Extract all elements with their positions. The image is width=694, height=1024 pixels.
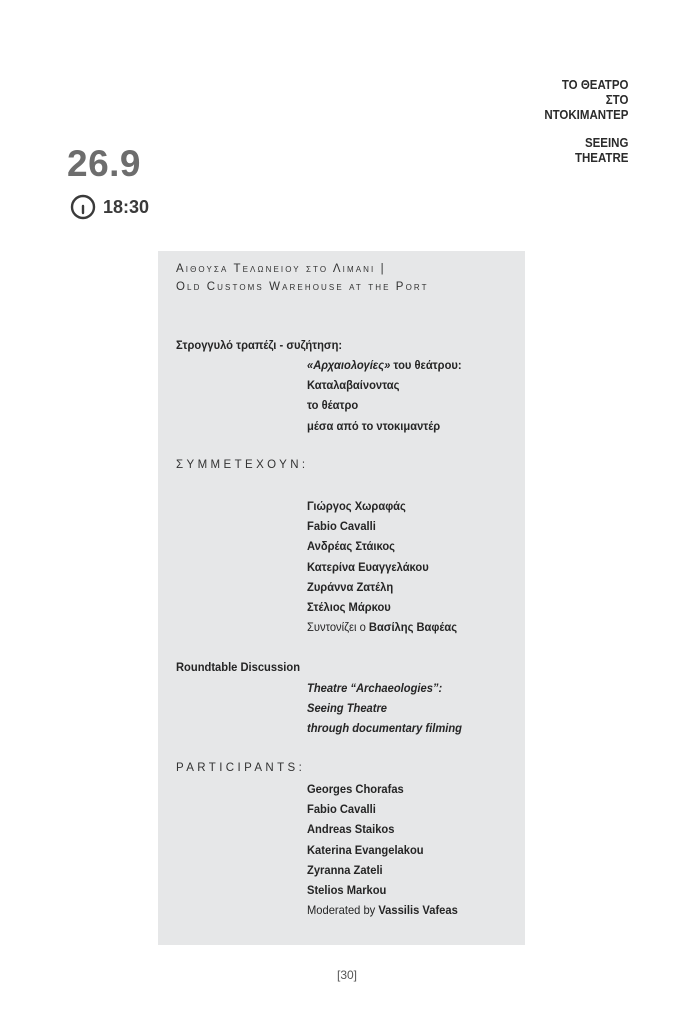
list-item: Zyranna Zateli [307, 862, 383, 877]
greek-title-line-1 [307, 355, 462, 375]
greek-lead-text: Στρογγυλό τραπέζι - συζήτηση: [176, 338, 343, 352]
series-title-english [544, 136, 628, 166]
list-item: Andreas Staikos [307, 822, 395, 837]
greek-subtitle-line-1: Καταλαβαίνοντας [307, 378, 400, 393]
greek-participants-label: ΣΥΜΜΕΤΕΧΟΥΝ: [176, 459, 309, 471]
english-title-line-2: Seeing Theatre [307, 701, 388, 716]
english-participants-label: PARTICIPANTS: [176, 762, 306, 774]
series-title-greek-line-1: ΤΟ ΘΕΑΤΡΟ [561, 78, 628, 92]
list-item: Ανδρέας Στάικος [307, 539, 395, 554]
event-details-panel [158, 251, 525, 945]
list-item: Georges Chorafas [307, 782, 404, 796]
venue-line-greek: Αιθουσα Τελωνειου στο Λιμανι | [176, 263, 386, 275]
english-moderator-name: Vassilis Vafeas [378, 903, 458, 918]
greek-participants-list [307, 496, 457, 637]
greek-subtitle-line-2: το θέατρο [307, 398, 359, 413]
list-item: Στέλιος Μάρκου [307, 600, 391, 615]
greek-subtitle-line-3: μέσα από το ντοκιμαντέρ [307, 418, 441, 433]
greek-title-italic: «Αρχαιολογίες» [307, 358, 391, 372]
english-moderator-prefix: Moderated by [307, 903, 379, 918]
page-number: [30] [336, 968, 357, 982]
english-title-line-1: Theatre “Archaeologies”: [307, 681, 443, 695]
series-title-greek-line-3: ΝΤΟΚΙΜΑΝΤΕΡ [543, 108, 628, 122]
greek-title-rest: του θεάτρου: [390, 358, 462, 372]
event-time-row [70, 194, 149, 220]
list-item: Katerina Evangelakou [307, 842, 424, 857]
venue-line-english: Old Customs Warehouse at the Port [176, 281, 429, 293]
list-item: Γιώργος Χωραφάς [307, 499, 406, 513]
series-title-greek-line-2: ΣΤΟ [605, 93, 628, 107]
greek-moderator-prefix: Συντονίζει ο [307, 620, 369, 635]
english-lead [176, 657, 300, 677]
list-item: Ζυράννα Ζατέλη [307, 579, 394, 594]
english-lead-text: Roundtable Discussion [176, 660, 301, 674]
greek-lead [176, 335, 342, 355]
series-title [544, 78, 628, 166]
clock-icon [70, 194, 96, 220]
greek-moderator-name: Βασίλης Βαφέας [368, 620, 458, 635]
list-item: Fabio Cavalli [307, 519, 376, 534]
event-date: 26.9 [67, 143, 142, 184]
list-item: Κατερίνα Ευαγγελάκου [307, 559, 429, 574]
greek-title [307, 355, 462, 436]
english-participants-list [307, 779, 458, 920]
list-item: Fabio Cavalli [307, 802, 376, 817]
series-title-english-line-1: SEEING [584, 136, 628, 150]
event-time: 18:30 [103, 196, 150, 217]
list-item: Stelios Markou [307, 883, 387, 898]
series-title-english-line-2: THEATRE [574, 151, 628, 165]
english-title [307, 678, 462, 739]
venue [176, 260, 429, 296]
english-moderator-line [307, 900, 458, 920]
greek-moderator-line [307, 617, 457, 637]
english-title-line-3: through documentary filming [307, 721, 463, 736]
